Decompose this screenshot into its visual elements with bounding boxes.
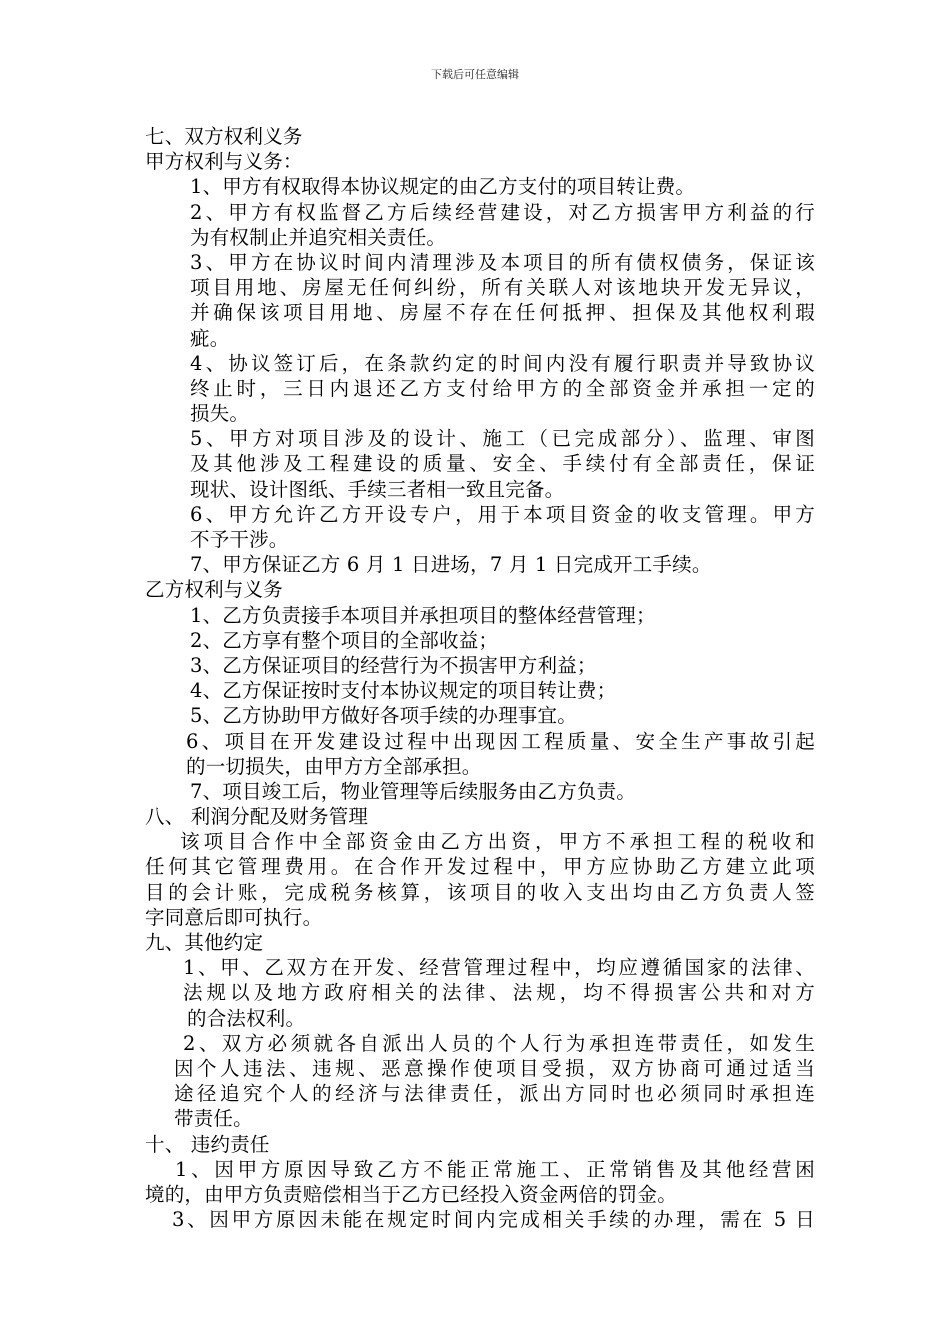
paragraph-line: 现状、设计图纸、手续三者相一致且完备。: [190, 477, 565, 501]
paragraph-line: 因个人违法、违规、恶意操作使项目受损，双方协商可通过适当: [174, 1056, 815, 1080]
paragraph-line: 6、项目在开发建设过程中出现因工程质量、安全生产事故引起: [186, 729, 815, 753]
paragraph-line: 7、甲方保证乙方 6 月 1 日进场，7 月 1 日完成开工手续。: [190, 553, 712, 577]
section-heading-7: 七、双方权利义务: [145, 125, 303, 148]
paragraph-line: 5、乙方协助甲方做好各项手续的办理事宜。: [190, 704, 577, 728]
paragraph-line: 境的，由甲方负责赔偿相当于乙方已经投入资金两倍的罚金。: [145, 1182, 677, 1206]
paragraph-line: 4、乙方保证按时支付本协议规定的项目转让费；: [190, 679, 617, 703]
paragraph-line: 疵。: [190, 326, 230, 350]
paragraph-line: 该项目合作中全部资金由乙方出资，甲方不承担工程的税收和: [180, 830, 815, 854]
paragraph-line: 任何其它管理费用。在合作开发过程中，甲方应协助乙方建立此项: [145, 855, 815, 879]
paragraph-line: 1、甲方有权取得本协议规定的由乙方支付的项目转让费。: [190, 175, 696, 199]
paragraph-line: 项目用地、房屋无任何纠纷，所有关联人对该地块开发无异议，: [190, 276, 815, 300]
section-heading-8: 八、 利润分配及财务管理: [145, 805, 369, 829]
paragraph-line: 3、甲方在协议时间内清理涉及本项目的所有债权债务，保证该: [190, 250, 815, 274]
subheading-party-a: 甲方权利与义务：: [145, 150, 303, 174]
paragraph-line: 的一切损失，由甲方方全部承担。: [186, 754, 482, 778]
paragraph-line: 6、甲方允许乙方开设专户，用于本项目资金的收支管理。甲方: [190, 502, 815, 526]
paragraph-line: 2、乙方享有整个项目的全部收益；: [190, 628, 499, 652]
paragraph-line: 4、协议签订后，在条款约定的时间内没有履行职责并导致协议: [190, 351, 815, 375]
paragraph-line: 法规以及地方政府相关的法律、法规，均不得损害公共和对方: [183, 981, 815, 1005]
subheading-party-b: 乙方权利与义务: [145, 578, 283, 602]
paragraph-line: 损失。: [190, 402, 250, 426]
paragraph-line: 为有权制止并追究相关责任。: [190, 225, 447, 249]
paragraph-line: 5、甲方对项目涉及的设计、施工（已完成部分）、监理、审图: [190, 427, 815, 451]
section-heading-10: 十、 违约责任: [145, 1132, 270, 1156]
paragraph-line: 1、因甲方原因导致乙方不能正常施工、正常销售及其他经营困: [175, 1157, 815, 1181]
paragraph-line: 的合法权利。: [187, 1006, 306, 1030]
paragraph-line: 2、甲方有权监督乙方后续经营建设，对乙方损害甲方利益的行: [190, 200, 815, 224]
document-body: [145, 124, 815, 1232]
paragraph-line: 不予干涉。: [190, 528, 289, 551]
paragraph-line: 3、因甲方原因未能在规定时间内完成相关手续的办理，需在 5 日: [172, 1208, 815, 1232]
paragraph-line: 字同意后即可执行。: [145, 905, 323, 929]
paragraph-line: 及其他涉及工程建设的质量、安全、手续付有全部责任，保证: [190, 452, 815, 476]
paragraph-line: 并确保该项目用地、房屋不存在任何抵押、担保及其他权利瑕: [190, 301, 815, 325]
paragraph-line: 3、乙方保证项目的经营行为不损害甲方利益；: [190, 653, 597, 677]
section-heading-9: 九、其他约定: [145, 931, 264, 954]
paragraph-line: 目的会计账，完成税务核算，该项目的收入支出均由乙方负责人签: [145, 880, 815, 904]
paragraph-line: 1、甲、乙双方在开发、经营管理过程中，均应遵循国家的法律、: [183, 956, 815, 980]
paragraph-line: 1、乙方负责接手本项目并承担项目的整体经营管理；: [190, 603, 656, 627]
header-note: 下载后可任意编辑: [431, 68, 519, 81]
paragraph-line: 7、项目竣工后，物业管理等后续服务由乙方负责。: [190, 779, 637, 803]
paragraph-line: 终止时，三日内退还乙方支付给甲方的全部资金并承担一定的: [190, 376, 815, 400]
paragraph-line: 带责任。: [174, 1107, 253, 1131]
paragraph-line: 途径追究个人的经济与法律责任，派出方同时也必须同时承担连: [174, 1082, 815, 1106]
paragraph-line: 2、双方必须就各自派出人员的个人行为承担连带责任，如发生: [183, 1031, 815, 1055]
